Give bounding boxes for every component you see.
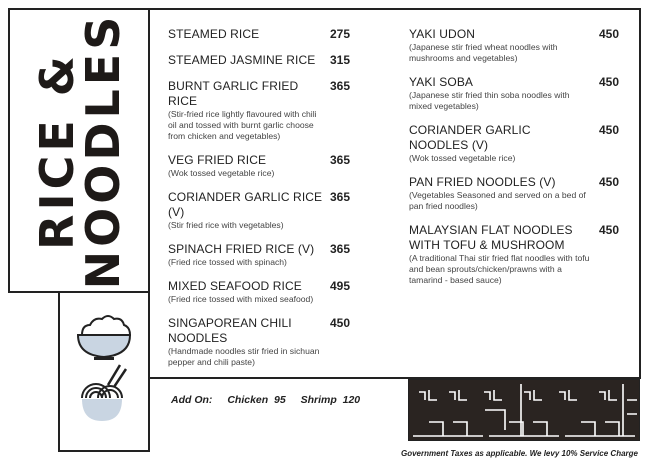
item-description: (Fried rice tossed with spinach) — [168, 257, 287, 267]
item-description: (Stir-fried rice lightly flavoured with chili oil and tossed with burnt garlic choose from chicken and vegetables) — [168, 109, 317, 141]
menu-item — [168, 27, 362, 42]
add-on-shrimp: Shrimp 120 — [300, 394, 361, 406]
item-price: 275 — [330, 27, 351, 41]
item-name: MALAYSIAN FLAT NOODLES WITH TOFU & MUSHROOM — [409, 223, 573, 252]
menu-item — [409, 223, 631, 286]
item-body — [168, 79, 330, 142]
menu-item — [168, 79, 362, 142]
item-body — [168, 279, 330, 305]
item-name: BURNT GARLIC FRIED RICE — [168, 79, 299, 108]
item-name: STEAMED RICE — [168, 27, 260, 41]
item-price: 450 — [599, 27, 620, 41]
menu-item — [409, 75, 631, 112]
item-description: (Wok tossed vegetable rice) — [168, 168, 275, 178]
add-on-line — [168, 393, 362, 407]
item-body — [168, 316, 330, 368]
item-body — [409, 175, 599, 212]
item-name: YAKI UDON — [409, 27, 476, 41]
menu-item — [168, 153, 362, 179]
menu-item — [409, 123, 631, 164]
item-price: 495 — [330, 279, 351, 293]
item-description: (Japanese stir fried wheat noodles with mushrooms and vegetables) — [409, 42, 558, 63]
item-price: 450 — [599, 175, 620, 189]
item-name: SINGAPOREAN CHILI NOODLES — [168, 316, 292, 345]
item-price: 365 — [330, 190, 351, 204]
item-body — [168, 153, 330, 179]
section-title — [30, 6, 130, 296]
icon-box — [58, 291, 150, 452]
item-name: CORIANDER GARLIC NOODLES (V) — [409, 123, 531, 152]
item-description: (Japanese stir fried thin soba noodles with mixed vegetables) — [409, 90, 570, 111]
title-line-2: NOODLES — [76, 12, 130, 290]
item-price: 315 — [330, 53, 351, 67]
item-body — [168, 190, 330, 231]
fret-pattern-icon — [409, 380, 639, 440]
item-name: STEAMED JASMINE RICE — [168, 53, 316, 67]
item-body — [168, 242, 330, 268]
menu-item — [168, 279, 362, 305]
item-body — [409, 27, 599, 64]
item-body — [168, 53, 330, 68]
item-name: YAKI SOBA — [409, 75, 474, 89]
item-description: (Stir fried rice with vegetables) — [168, 220, 284, 230]
right-column — [409, 27, 631, 297]
item-price: 365 — [330, 242, 351, 256]
footer-note: Government Taxes as applicable. We levy 10% Service Charge — [400, 449, 638, 458]
item-body — [168, 27, 330, 42]
item-name: SPINACH FRIED RICE (V) — [168, 242, 315, 256]
menu-item — [409, 27, 631, 64]
title-box — [8, 8, 150, 293]
menu-item — [168, 316, 362, 368]
item-description: (Wok tossed vegetable rice) — [409, 153, 516, 163]
rice-bowl-icon — [60, 293, 148, 450]
item-name: MIXED SEAFOOD RICE — [168, 279, 302, 293]
item-price: 365 — [330, 153, 351, 167]
item-name: VEG FRIED RICE — [168, 153, 267, 167]
menu-item — [168, 242, 362, 268]
item-body — [409, 223, 599, 286]
noodle-bowl-icon — [82, 365, 126, 421]
add-on-label: Add On: — [171, 394, 213, 406]
item-description: (Fried rice tossed with mixed seafood) — [168, 294, 314, 304]
add-on-chicken: Chicken 95 — [227, 394, 286, 406]
item-price: 365 — [330, 79, 351, 93]
item-name: CORIANDER GARLIC RICE (V) — [168, 190, 323, 219]
item-description: (A traditional Thai stir fried flat noodles with tofu and bean sprouts/chicken/prawns with a tamarind - based sauce) — [409, 253, 590, 285]
item-body — [409, 123, 599, 164]
menu-item — [409, 175, 631, 212]
item-name: PAN FRIED NOODLES (V) — [409, 175, 556, 189]
title-line-1: RICE & — [30, 52, 84, 250]
item-description: (Vegetables Seasoned and served on a bed of pan fried noodles) — [409, 190, 586, 211]
decorative-pattern — [408, 379, 640, 441]
item-price: 450 — [599, 123, 620, 137]
left-column — [168, 27, 362, 407]
item-description: (Handmade noodles stir fried in sichuan pepper and chili paste) — [168, 346, 320, 367]
menu-item — [168, 190, 362, 231]
menu-item — [168, 53, 362, 68]
item-price: 450 — [599, 75, 620, 89]
item-price: 450 — [599, 223, 620, 237]
item-body — [409, 75, 599, 112]
item-price: 450 — [330, 316, 351, 330]
